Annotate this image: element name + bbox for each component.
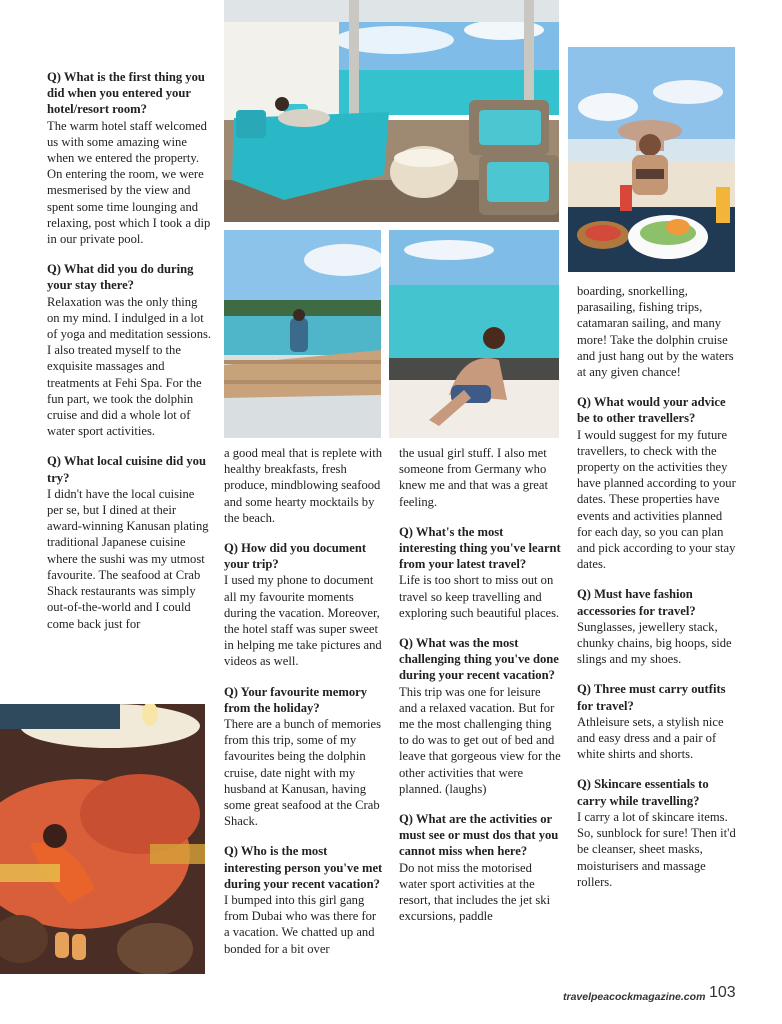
qa-item [399, 635, 561, 797]
answer: The warm hotel staff welcomed us with some amazing wine when we entered the property. On entering the room, we were mesmerised by the view and spent some time lounging and relaxing, post which I took a dip in our private pool. [47, 118, 211, 247]
qa-item [577, 283, 739, 380]
answer: Sunglasses, jewellery stack, chunky chains, big hoops, side slings and my shoes. [577, 619, 732, 667]
question: Q) What local cuisine did you try? [47, 454, 206, 485]
question: Q) What was the most challenging thing you've done during your recent vacation? [399, 636, 559, 683]
beach-photo [389, 230, 559, 438]
column-4 [577, 283, 739, 904]
answer: boarding, snorkelling, parasailing, fishing trips, catamaran sailing, and many more! Take the dolphin cruise and just hang out by the waters at any given chance! [577, 284, 734, 380]
question: Q) How did you document your trip? [224, 541, 367, 572]
answer: Athleisure sets, a stylish nice and easy dress and a pair of white shirts and shorts. [577, 714, 724, 762]
answer: I didn't have the local cuisine per se, but I dined at their award-winning Kanusan plating traditional Japanese cuisine where the sushi was my utmost favourite. The seafood at Crab Shack restaurants was simply out-of-the-world and I could come back just for [47, 486, 209, 631]
question: Q) Your favourite memory from the holiday? [224, 684, 368, 715]
answer: Life is too short to miss out on travel so keep travelling and exploring such beautiful places. [399, 573, 560, 620]
answer: the usual girl stuff. I also met someone from Germany who knew me and that was a great feeling. [399, 446, 548, 509]
lounge-photo [0, 704, 205, 974]
jetty-photo [224, 230, 381, 438]
breakfast-photo [568, 47, 735, 272]
question: Q) What would your advice be to other travellers? [577, 395, 726, 426]
qa-item [577, 394, 739, 572]
answer: I would suggest for my future travellers, to check with the property on the activities they have planned according to your dates. These properties have events and activities planned for each day, so you can plan and pick according to your stay dates. [577, 427, 736, 572]
qa-item [399, 811, 561, 924]
qa-item [224, 684, 384, 830]
question: Q) What is the first thing you did when you entered your hotel/resort room? [47, 70, 205, 117]
qa-item [224, 540, 384, 670]
footer-url: travelpeacockmagazine.com [563, 991, 706, 1003]
question: Q) Must have fashion accessories for travel? [577, 587, 696, 618]
qa-item [577, 586, 739, 667]
qa-item [577, 681, 739, 762]
answer: I used my phone to document all my favourite moments during the vacation. Moreover, the hotel staff was super sweet in helping me take pictures and videos as well. [224, 573, 382, 669]
question: Q) What's the most interesting thing you've learnt from your latest travel? [399, 524, 561, 572]
column-3 [399, 445, 561, 938]
villa-deck-photo [224, 0, 559, 222]
qa-item [399, 445, 561, 510]
qa-item [47, 69, 212, 247]
question: Q) Skincare essentials to carry while travelling? [577, 777, 709, 808]
qa-item [224, 445, 384, 526]
answer: There are a bunch of memories from this trip, some of my favourites being the dolphin cruise, date night with my husband at Kanusan, having some great seafood at the Crab Shack. [224, 717, 381, 829]
qa-item [577, 776, 739, 889]
column-2 [224, 445, 384, 971]
answer: I bumped into this girl gang from Dubai who was there for a vacation. We chatted up and bonded for a bit over [224, 893, 377, 956]
question: Q) Who is the most interesting person you've met during your recent vacation? [224, 844, 383, 891]
qa-item [47, 453, 212, 631]
answer: a good meal that is replete with healthy breakfasts, fresh produce, mindblowing seafood and some hearty mocktails by the beach. [224, 446, 383, 525]
answer: I carry a lot of skincare items. So, sunblock for sure! Then it'd be cleanser, sheet masks, moisturisers and massage rollers. [577, 809, 736, 889]
answer: This trip was one for leisure and a relaxed vacation. But for me the most challenging thing to do was to get out of bed and leave that gorgeous view for the other activities that were planned. (laughs) [399, 684, 561, 796]
question: Q) Three must carry outfits for travel? [577, 682, 726, 713]
qa-item [224, 843, 384, 956]
qa-item [399, 524, 561, 621]
answer: Relaxation was the only thing on my mind. I indulged in a lot of yoga and meditation sessions. I also treated myself to the exquisite massages and treatments at Fehi Spa. For the fun part, we took the dolphin cruise and did a whole lot of water sport activities. [47, 294, 212, 439]
qa-item [47, 261, 212, 439]
page-number: 103 [709, 984, 736, 1001]
answer: Do not miss the motorised water sport activities at the resort, that includes the jet ski excursions, paddle [399, 860, 551, 924]
question: Q) What did you do during your stay there? [47, 262, 194, 293]
column-1 [47, 69, 212, 646]
question: Q) What are the activities or must see or must dos that you cannot miss when here? [399, 812, 559, 859]
